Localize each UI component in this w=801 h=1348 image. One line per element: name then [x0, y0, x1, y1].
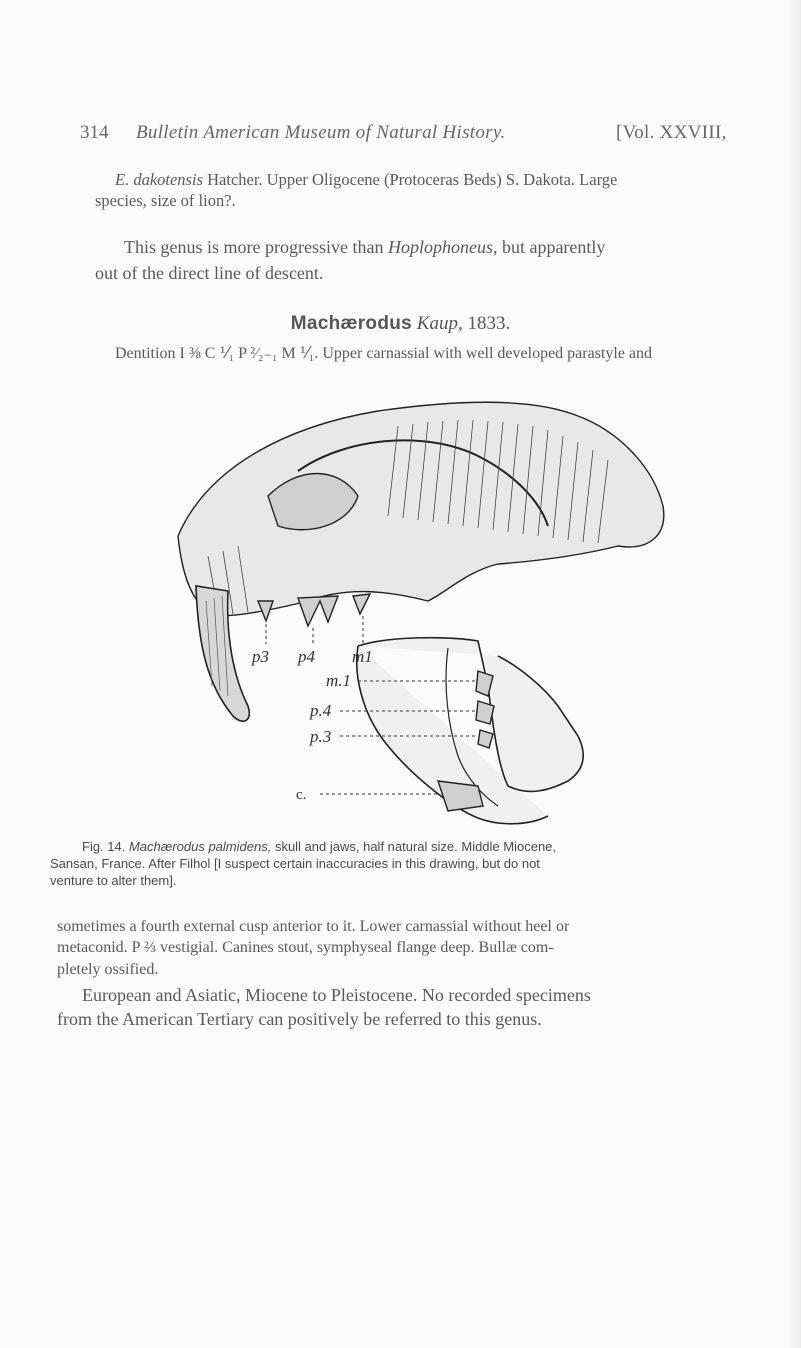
species-entry-line-1	[115, 169, 617, 190]
remark-text-a: This genus is more progressive than	[124, 237, 388, 257]
genus-remark-line-1	[124, 236, 605, 259]
journal-title: Bulletin American Museum of Natural History.	[136, 122, 506, 143]
lower-tooth-p4	[476, 701, 494, 724]
page-fold-shadow	[787, 0, 801, 1348]
label-lower-canine: c.	[296, 787, 307, 803]
page-number: 314	[80, 122, 109, 143]
genus-remark-line-2: out of the direct line of descent.	[95, 263, 324, 283]
caption-line-1	[82, 838, 556, 855]
lower-canine	[438, 781, 483, 811]
volume-label: [Vol. XXVIII,	[616, 122, 727, 143]
dentition-line: Dentition I ⅜ C ⅟₁ P ²⁄₂₋₁ M ⅟₁. Upper carnassial with well developed parastyle and	[115, 345, 653, 362]
skull-outline	[178, 402, 664, 616]
range-line-2: from the American Tertiary can positively be referred to this genus.	[57, 1009, 542, 1029]
caption-fig-number: Fig. 14.	[82, 839, 129, 854]
remark-text-b: but apparently	[497, 237, 606, 257]
lower-tooth-p3	[478, 730, 493, 748]
upper-tooth-p4	[298, 596, 338, 626]
caption-species: Machærodus palmidens,	[128, 839, 272, 854]
section-author: Kaup,	[416, 313, 463, 334]
section-year: 1833.	[462, 313, 511, 334]
label-lower-p4: p.4	[310, 701, 332, 720]
caption-line-3: venture to alter them].	[50, 873, 177, 888]
species-name: E. dakotensis	[115, 170, 203, 189]
continuation-line-3: pletely ossified.	[57, 961, 159, 978]
continuation-line-1: sometimes a fourth external cusp anterior to it. Lower carnassial without heel or	[57, 918, 570, 935]
label-upper-m1: m1	[352, 647, 373, 666]
caption-line-2: Sansan, France. After Filhol [I suspect certain inaccuracies in this drawing, but do not	[50, 856, 540, 871]
section-genus: Machærodus	[290, 313, 413, 334]
species-entry-line-2: species, size of lion?.	[95, 191, 236, 210]
label-upper-p3: p3	[252, 647, 269, 666]
range-line-1: European and Asiatic, Miocene to Pleistocene. No recorded specimens	[82, 985, 591, 1005]
remark-genus: Hoplophoneus,	[387, 237, 498, 257]
continuation-line-2: metaconid. P ⅔ vestigial. Canines stout, symphyseal flange deep. Bullæ com-	[57, 939, 554, 956]
upper-tooth-m1	[353, 594, 370, 614]
label-lower-p3: p.3	[310, 727, 332, 746]
label-lower-m1: m.1	[326, 671, 352, 690]
label-upper-p4: p4	[298, 647, 315, 666]
section-heading	[0, 313, 801, 335]
species-details: Hatcher. Upper Oligocene (Protoceras Beds) S. Dakota. Large	[203, 170, 618, 189]
caption-text: skull and jaws, half natural size. Middle Miocene,	[271, 839, 557, 854]
skull-illustration	[148, 386, 688, 836]
